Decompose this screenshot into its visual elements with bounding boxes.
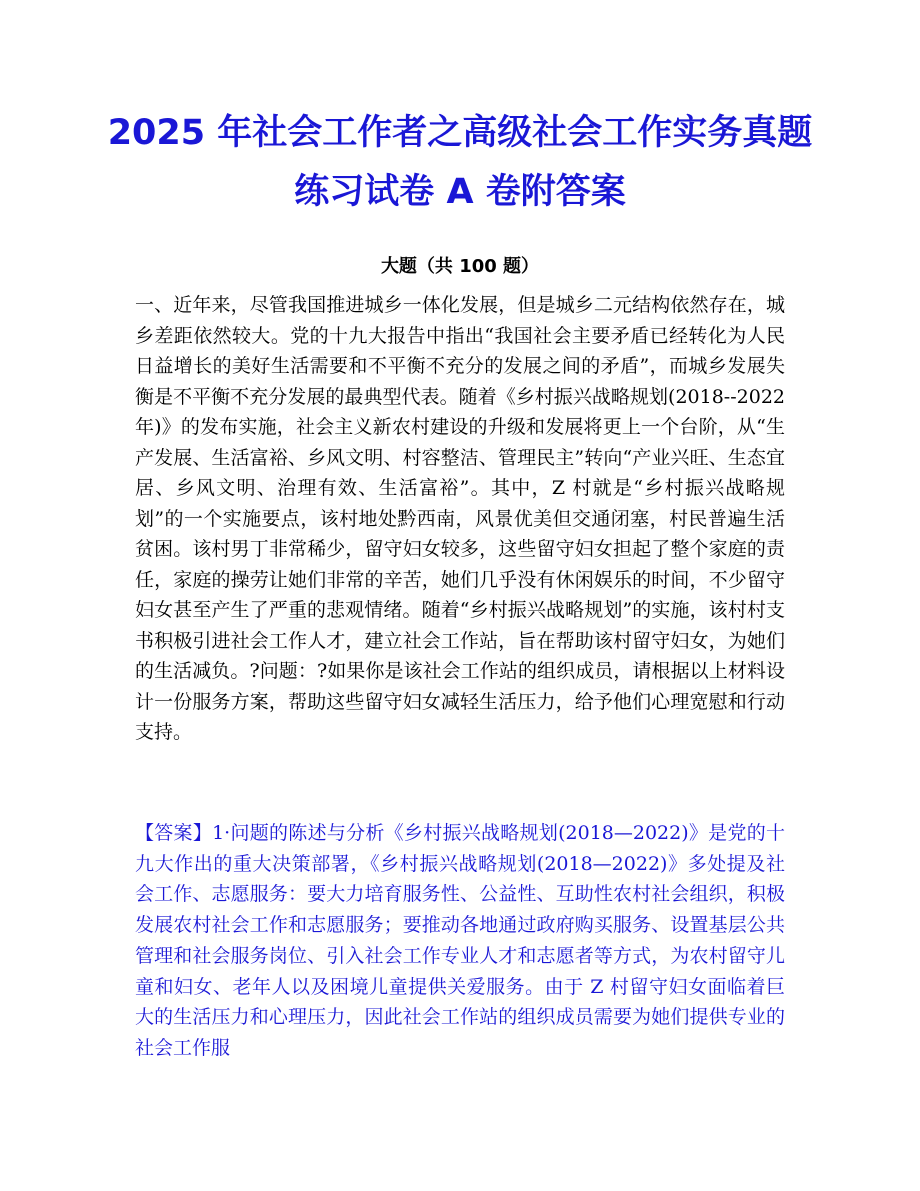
answer-paragraph: 【答案】1·问题的陈述与分析《乡村振兴战略规划(2018—2022)》是党的十九大作出的重大决策部署，《乡村振兴战略规划(2018—2022)》多处提及社会工作、志愿服务：要大力培育服务性、公益性、互助性农村社会组织，积极发展农村社会工作和志愿服务；要推动各地通过政府购买服务、设置基层公共管理和社会服务岗位、引入社会工作专业人才和志愿者等方式，为农村留守儿童和妇女、老年人以及困境儿童提供关爱服务。由于 Z 村留守妇女面临着巨大的生活压力和心理压力，因此社会工作站的组织成员需要为她们提供专业的社会工作服 (135, 822, 785, 1059)
document-title: 2025 年社会工作者之高级社会工作实务真题练习试卷 A 卷附答案 (107, 113, 813, 212)
section-heading: 大题（共 100 题） (380, 256, 540, 277)
question-paragraph: 一、近年来，尽管我国推进城乡一体化发展，但是城乡二元结构依然存在，城乡差距依然较大。党的十九大报告中指出“我国社会主要矛盾已经转化为人民日益增长的美好生活需要和不平衡不充分的发展之间的矛盾”，而城乡发展失衡是不平衡不充分发展的最典型代表。随着《乡村振兴战略规划(2018--2022 年)》的发布实施，社会主义新农村建设的升级和发展将更上一个台阶，从“生产发展、生活富裕、乡风文明、村容整洁、管理民主”转向“产业兴旺、生态宜居、乡风文明、治理有效、生活富裕”。其中，Z 村就是“乡村振兴战略规划”的一个实施要点，该村地处黔西南，风景优美但交通闭塞，村民普遍生活贫困。该村男丁非常稀少，留守妇女较多，这些留守妇女担起了整个家庭的责任，家庭的操劳让她们非常的辛苦，她们几乎没有休闲娱乐的时间，不少留守妇女甚至产生了严重的悲观情绪。随着“乡村振兴战略规划”的实施，该村村支书积极引进社会工作人才，建立社会工作站，旨在帮助该村留守妇女，为她们的生活减负。?问题：?如果你是该社会工作站的组织成员，请根据以上材料设计一份服务方案，帮助这些留守妇女减轻生活压力，给予他们心理宽慰和行动支持。 (135, 294, 785, 743)
